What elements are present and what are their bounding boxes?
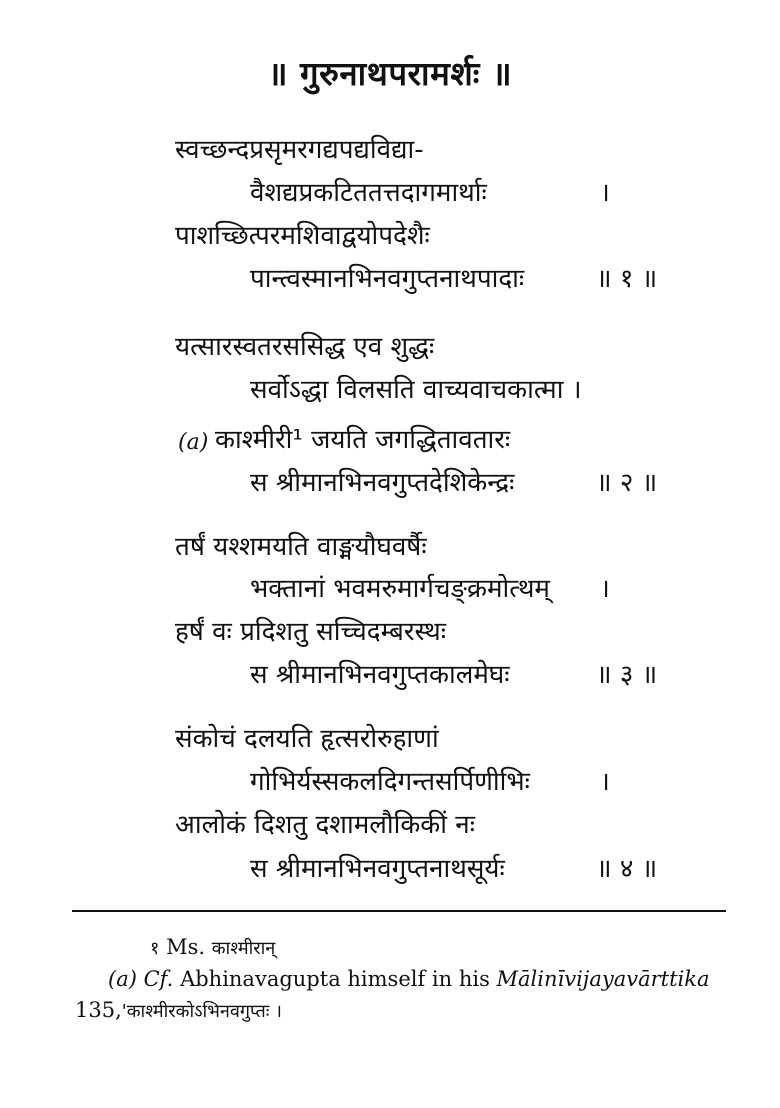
verse-4-line-2: गोभिर्यस्सकलदिगन्तसर्पिणीभिः [250,767,530,797]
page-title: ॥ गुरुनाथपरामर्शः ॥ [267,54,513,93]
verse-3-number: ॥ ३ ॥ [596,660,658,690]
verse-1-line-1: स्वच्छन्दप्रसृमरगद्यपद्यविद्या- [175,135,424,165]
verse-2-line-3: काश्मीरी¹ जयति जगद्धितावतारः [215,425,511,455]
verse-2-note-marker: (a) [178,430,209,455]
verse-4-danda: । [600,767,610,797]
verse-1-line-2: वैशद्यप्रकटिततत्तदागमार्थाः [250,178,487,208]
verse-2-number: ॥ २ ॥ [596,468,658,498]
footnote-a-work-title: Mālinīvijayavārttika [496,967,710,991]
verse-3-line-3: हर्षं वः प्रदिशतु सच्चिदम्बरस्थः [175,617,446,647]
footnote-1-ms: Ms. [166,935,206,959]
verse-1-line-3: पाशच्छित्परमशिवाद्वयोपदेशैः [175,221,430,251]
footnote-1-reading: काश्मीरान् [211,938,276,959]
verse-1-line-4: पान्त्वस्मानभिनवगुप्तनाथपादाः [250,264,525,294]
verse-3-line-4: स श्रीमानभिनवगुप्तकालमेघः [250,660,510,690]
footnote-a-quote: 'काश्मीरकोऽभिनवगुप्तः । [121,1001,282,1022]
footnote-divider [72,910,726,912]
footnote-1 [150,933,275,963]
verse-1-number: ॥ १ ॥ [596,264,658,294]
footnote-a-continuation [75,996,282,1026]
verse-4-line-4: स श्रीमानभिनवगुप्तनाथसूर्यः [250,854,505,884]
footnote-a-verse-number: 135, [75,998,122,1022]
verse-3-line-2: भक्तानां भवमरुमार्गचङ्क्रमोत्थम् [250,574,550,604]
verse-4-line-3: आलोकं दिशतु दशामलौकिकीं नः [175,810,475,840]
verse-2-line-2: सर्वोऽद्धा विलसति वाच्यवाचकात्मा । [250,375,582,405]
verse-4-number: ॥ ४ ॥ [596,854,658,884]
footnote-a-text: Abhinavagupta himself in his [180,967,490,991]
verse-3-danda: । [600,574,610,604]
verse-4-line-1: संकोचं दलयति हृत्सरोरुहाणां [175,724,439,754]
footnote-a-cf: Cf. [143,967,174,991]
footnote-1-number: १ [150,938,160,959]
verse-2-line-4: स श्रीमानभिनवगुप्तदेशिकेन्द्रः [250,468,515,498]
verse-3-line-1: तर्षं यश्शमयति वाङ्मयौघवर्षैः [175,532,427,562]
footnote-a-label: (a) [108,967,137,991]
verse-1-danda: । [600,178,610,208]
verse-2-line-1: यत्सारस्वतरससिद्ध एव शुद्धः [175,332,435,362]
footnote-a [108,965,709,993]
